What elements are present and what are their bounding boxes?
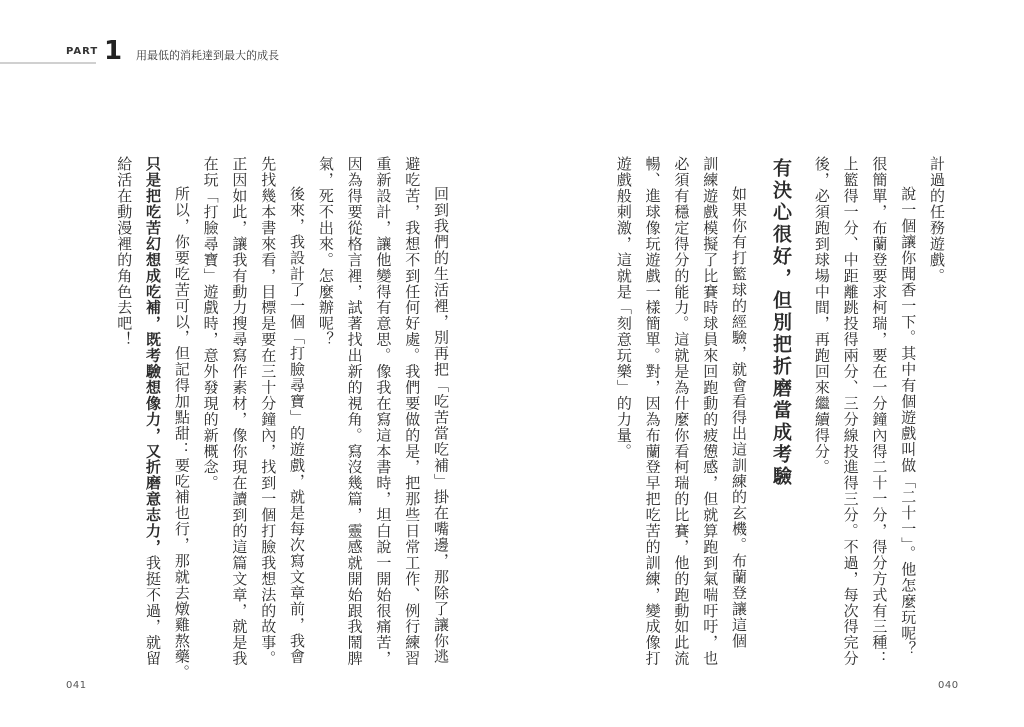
body-column: 後來，我設計了一個「打臉尋寶」的遊戲，就是每次寫文章前，我會	[288, 186, 307, 665]
body-column: 回到我們的生活裡，別再把「吃苦當吃補」掛在嘴邊，那除了讓你逃	[432, 186, 450, 665]
page-number-left: 041	[66, 680, 87, 691]
header-rule	[0, 62, 96, 64]
page-number-right: 040	[938, 680, 959, 691]
body-column: 如果你有打籃球的經驗，就會看得出這訓練的玄機。布蘭登讓這個	[730, 186, 749, 649]
right-page-body	[609, 156, 951, 667]
body-column: 在玩「打臉尋寶」遊戲時，意外發現的新概念。	[201, 156, 220, 491]
part-label: PART	[66, 46, 99, 57]
body-column: 很簡單，布蘭登要求柯瑞，要在一分鐘內得二十一分，得分方式有三種：	[870, 156, 889, 667]
part-title: 用最低的消耗達到最大的成長	[136, 49, 279, 62]
body-column: 正因如此，讓我有動力搜尋寫作素材，像你現在讀到的這篇文章，就是我	[230, 156, 249, 667]
body-column: 後，必須跑到球場中間，再跑回來繼續得分。	[812, 156, 831, 475]
part-number: 1	[104, 36, 123, 66]
body-column: 氣，死不出來。怎麼辦呢？	[316, 156, 335, 348]
body-column: 遊戲般刺激，這就是「刻意玩樂」的力量。	[614, 156, 633, 460]
body-text: 我挺不過，就留	[144, 554, 163, 667]
section-heading: 有決心很好，但別把折磨當成考驗	[770, 158, 793, 488]
body-column: 給活在動漫裡的角色去吧！	[115, 156, 134, 348]
body-column: 先找幾本書來看，目標是要在三十分鐘內，找到一個打臉我想法的故事。	[259, 156, 278, 667]
body-column: 所以，你要吃苦可以，但記得加點甜：要吃補也行，那就去燉雞熬藥。	[172, 186, 191, 681]
body-column: 上籃得一分、中距離跳投得兩分、三分線投進得三分。不過，每次得完分	[841, 156, 860, 667]
body-column: 暢、進球像玩遊戲一樣簡單。對，因為布蘭登早把吃苦的訓練，變成像打	[643, 156, 662, 667]
body-column: 因為得要從格言裡，試著找出新的視角。寫沒幾篇，靈感就開始跟我鬧脾	[345, 156, 364, 667]
body-column: 重新設計，讓他變得有意思。像我在寫這本書時，坦白說一開始很痛苦，	[374, 156, 393, 667]
right-page	[512, 0, 1024, 727]
left-page-body	[109, 156, 455, 681]
body-column: 說一個讓你聞香一下。其中有個遊戲叫做「二十一」。他怎麼玩呢？	[899, 186, 918, 657]
body-column-emphasis	[138, 156, 167, 667]
body-column: 必須有穩定得分的能力。這就是為什麼你看柯瑞的比賽，他的跑動如此流	[672, 156, 691, 667]
emphasis-text: 只是把吃苦幻想成吃補，既考驗想像力，又折磨意志力，	[144, 156, 163, 555]
body-column: 訓練遊戲模擬了比賽時球員來回跑動的疲憊感，但就算跑到氣喘吁吁，也	[701, 156, 720, 667]
body-column: 計過的任務遊戲。	[928, 156, 946, 284]
body-column: 避吃苦，我想不到任何好處。我們要做的是，把那些日常工作、例行練習	[403, 156, 422, 667]
